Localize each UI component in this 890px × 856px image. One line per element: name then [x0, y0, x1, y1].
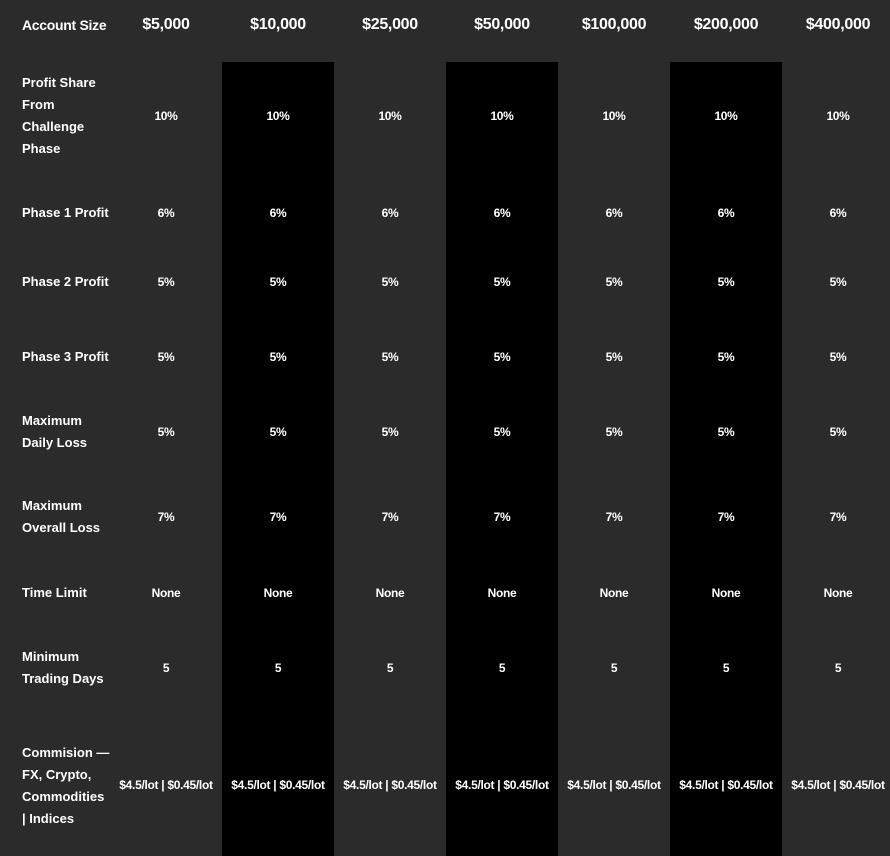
- table-cell: 7%: [269, 510, 287, 524]
- table-cell: 6%: [605, 205, 623, 220]
- table-cell: None: [599, 586, 629, 600]
- table-cell: [334, 715, 446, 856]
- table-cell: 5: [274, 661, 282, 675]
- table-cell: 5%: [157, 349, 175, 364]
- table-cell: 5%: [381, 349, 399, 364]
- table-cell: 7%: [717, 510, 735, 524]
- table-cell: None: [711, 586, 741, 600]
- header-row: [0, 0, 890, 50]
- table-cell: 10%: [266, 108, 290, 123]
- row-label: Commision — FX, Crypto, Commodities | Indices: [22, 744, 110, 826]
- table-cell: 5%: [829, 274, 847, 289]
- table-cell: 5%: [381, 274, 399, 289]
- row-label: Maximum Daily Loss: [22, 412, 88, 450]
- table-cell: 10%: [826, 108, 850, 123]
- table-row: [0, 565, 890, 621]
- table-cell: None: [487, 586, 517, 600]
- account-size-25000: $25,000: [362, 16, 418, 33]
- table-cell: [110, 715, 222, 856]
- table-cell: 5: [498, 661, 506, 675]
- table-cell: [446, 715, 558, 856]
- cell-text: $4.5/lot | $0.45/lot: [231, 778, 325, 792]
- account-size-label: Account Size: [22, 17, 107, 33]
- table-cell: 7%: [493, 510, 511, 524]
- row-label: Phase 2 Profit: [22, 273, 109, 289]
- table-cell: 5%: [493, 349, 511, 364]
- table-cell: None: [151, 586, 181, 600]
- table-cell: 5%: [605, 349, 623, 364]
- table-cell: 5: [386, 661, 394, 675]
- cell-text: $4.5/lot | $0.45/lot: [455, 778, 549, 792]
- table-cell: 5%: [605, 424, 623, 439]
- table-row: [0, 469, 890, 565]
- table-cell: 5%: [269, 349, 287, 364]
- table-cell: 6%: [381, 205, 399, 220]
- table-cell: 6%: [157, 205, 175, 220]
- table-row: [0, 715, 890, 856]
- table-cell: 10%: [378, 108, 402, 123]
- table-cell: 5%: [157, 424, 175, 439]
- table-cell: 10%: [602, 108, 626, 123]
- table-cell: 5: [722, 661, 730, 675]
- table-cell: [782, 715, 890, 856]
- account-size-100000: $100,000: [581, 16, 647, 33]
- cell-text: $4.5/lot | $0.45/lot: [679, 778, 773, 792]
- account-size-5000: $5,000: [142, 16, 190, 33]
- table-cell: 6%: [269, 205, 287, 220]
- account-size-10000: $10,000: [250, 16, 306, 33]
- table-cell: 10%: [490, 108, 514, 123]
- table-cell: 5%: [269, 274, 287, 289]
- table-cell: 10%: [714, 108, 738, 123]
- table-row: [0, 50, 890, 181]
- table-cell: 6%: [717, 205, 735, 220]
- row-label: Time Limit: [22, 585, 87, 600]
- table-cell: 5%: [717, 424, 735, 439]
- table-cell: 5%: [157, 274, 175, 289]
- table-row: [0, 621, 890, 715]
- table-cell: None: [263, 586, 293, 600]
- row-label: Maximum Overall Loss: [22, 498, 101, 535]
- table-cell: [670, 715, 782, 856]
- table-cell: 5%: [829, 349, 847, 364]
- table-cell: [222, 715, 334, 856]
- table-row: [0, 319, 890, 394]
- table-cell: 7%: [381, 510, 399, 524]
- table-cell: 7%: [157, 510, 175, 524]
- table-cell: 5%: [381, 424, 399, 439]
- table-cell: [558, 715, 670, 856]
- table-cell: 7%: [829, 510, 847, 524]
- table-cell: 5%: [717, 274, 735, 289]
- table-cell: 5%: [605, 274, 623, 289]
- table-cell: None: [375, 586, 405, 600]
- account-size-50000: $50,000: [474, 16, 530, 33]
- table-cell: 5%: [269, 424, 287, 439]
- account-size-200000: $200,000: [693, 16, 759, 33]
- cell-text: $4.5/lot | $0.45/lot: [119, 778, 213, 792]
- table-row: [0, 394, 890, 469]
- table-cell: None: [823, 586, 853, 600]
- row-label: Phase 3 Profit: [22, 348, 109, 364]
- table-cell: 5: [610, 661, 618, 675]
- table-cell: 5%: [829, 424, 847, 439]
- table-cell: 5%: [717, 349, 735, 364]
- table-cell: 5%: [493, 274, 511, 289]
- cell-text: $4.5/lot | $0.45/lot: [791, 778, 885, 792]
- row-label: Phase 1 Profit: [22, 204, 109, 220]
- row-label: Profit Share From Challenge Phase: [22, 74, 96, 156]
- table-cell: 7%: [605, 510, 623, 524]
- table-cell: 5: [162, 661, 170, 675]
- table-cell: 5%: [493, 424, 511, 439]
- account-size-400000: $400,000: [805, 16, 871, 33]
- table-cell: 6%: [829, 205, 847, 220]
- table-row: [0, 244, 890, 319]
- table-row: [0, 181, 890, 244]
- row-label: Minimum Trading Days: [22, 649, 104, 686]
- table-cell: 10%: [154, 108, 178, 123]
- cell-text: $4.5/lot | $0.45/lot: [567, 778, 661, 792]
- cell-text: $4.5/lot | $0.45/lot: [343, 778, 437, 792]
- table-cell: 5: [834, 661, 842, 675]
- table-cell: 6%: [493, 205, 511, 220]
